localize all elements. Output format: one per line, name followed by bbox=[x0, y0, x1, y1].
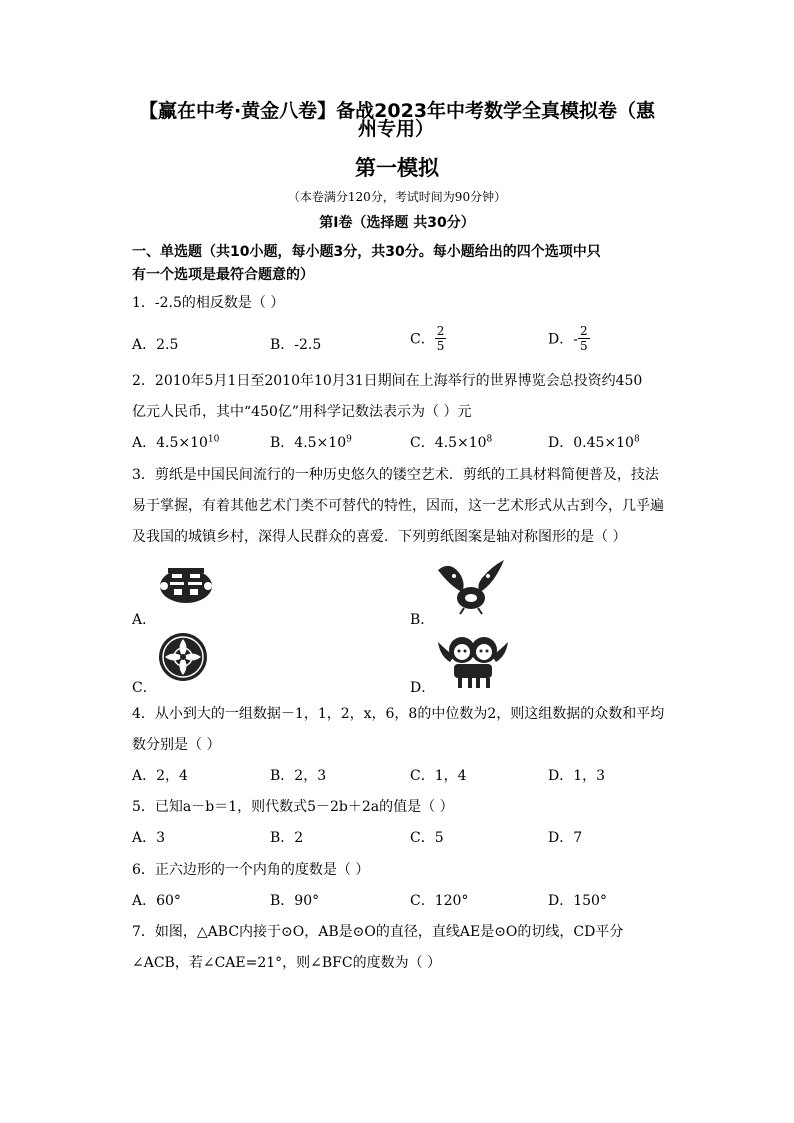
question-2-stem-line2: 亿元人民币，其中“450亿”用科学记数法表示为（ ）元 bbox=[132, 404, 472, 420]
q3-option-d: D． bbox=[410, 680, 436, 696]
question-3-stem-line1: 3．剪纸是中国民间流行的一种历史悠久的镂空艺术．剪纸的工具材料简便普及，技法 bbox=[132, 467, 659, 483]
q4-option-d: D．1，3 bbox=[548, 768, 606, 784]
q4-option-c: C．1，4 bbox=[410, 768, 467, 784]
exam-subtitle: 第一模拟 bbox=[355, 156, 439, 180]
q2-option-d-exponent: 8 bbox=[633, 434, 640, 445]
q4-option-b: B．2，3 bbox=[270, 768, 327, 784]
q4-option-a: A．2，4 bbox=[132, 768, 188, 784]
q2-option-d bbox=[548, 432, 640, 452]
question-3-stem-line2: 易于掌握，有着其他艺术门类不可替代的特性，因而，这一艺术形式从古到今，几乎遍 bbox=[132, 498, 664, 514]
question-6-stem: 6．正六边形的一个内角的度数是（ ） bbox=[132, 862, 370, 878]
q1-option-d bbox=[548, 324, 590, 353]
papercut-double-happiness-image bbox=[158, 562, 214, 606]
question-2-stem-line1: 2．2010年5月1日至2010年10月31日期间在上海举行的世界博览会总投资约450 bbox=[132, 373, 643, 389]
question-7-stem-line2: ∠ACB，若∠CAE=21°，则∠BFC的度数为（ ） bbox=[132, 955, 442, 971]
q6-option-b: B．90° bbox=[270, 893, 320, 909]
exam-title-line2-text: 州专用） bbox=[358, 118, 435, 140]
instructions-line2: 有一个选项是最符合题意的） bbox=[132, 267, 314, 283]
q3-option-a: A． bbox=[132, 612, 157, 628]
exam-note: （本卷满分120分，考试时间为90分钟） bbox=[287, 190, 507, 204]
q6-option-d: D．150° bbox=[548, 893, 607, 909]
q2-option-b bbox=[270, 432, 352, 452]
q6-option-c: C．120° bbox=[410, 893, 469, 909]
q1-option-c-fraction bbox=[435, 324, 447, 353]
instructions-line1: 一、单选题（共10小题，每小题3分，共30分。每小题给出的四个选项中只 bbox=[132, 244, 601, 260]
q3-option-b: B． bbox=[410, 612, 435, 628]
papercut-round-medallion-image bbox=[158, 632, 208, 682]
q5-option-b: B．2 bbox=[270, 830, 304, 846]
q1-option-c-denominator: 5 bbox=[436, 339, 445, 353]
question-3-stem-line3: 及我国的城镇乡村，深得人民群众的喜爱．下列剪纸图案是轴对称图形的是（ ） bbox=[132, 529, 627, 545]
question-4-stem-line1: 4．从小到大的一组数据－1，1，2，x，6，8的中位数为2，则这组数据的众数和平均 bbox=[132, 706, 665, 722]
q1-option-d-numerator: 2 bbox=[579, 324, 588, 338]
q1-option-a: A．2.5 bbox=[132, 337, 179, 353]
q5-option-d: D．7 bbox=[548, 830, 583, 846]
q1-option-d-label: D．- bbox=[548, 331, 578, 348]
question-4-stem-line2: 数分别是（ ） bbox=[132, 737, 221, 753]
q2-option-a bbox=[132, 432, 219, 452]
section-heading: 第Ⅰ卷（选择题 共30分） bbox=[319, 215, 475, 231]
q1-option-b: B．-2.5 bbox=[270, 337, 322, 353]
q2-option-c-exponent: 8 bbox=[486, 434, 493, 445]
q1-option-d-denominator: 5 bbox=[579, 339, 588, 353]
q2-option-a-exponent: 10 bbox=[207, 434, 220, 445]
papercut-two-children-image bbox=[436, 626, 510, 690]
q2-option-c-base: C．4.5×10 bbox=[410, 435, 487, 451]
q2-option-b-base: B．4.5×10 bbox=[270, 435, 347, 451]
q5-option-a: A．3 bbox=[132, 830, 166, 846]
q1-option-d-fraction bbox=[578, 324, 590, 353]
q2-option-c bbox=[410, 432, 492, 452]
q5-option-c: C．5 bbox=[410, 830, 444, 846]
q1-option-c bbox=[410, 324, 446, 353]
question-5-stem: 5．已知a－b＝1，则代数式5－2b＋2a的值是（ ） bbox=[132, 799, 454, 815]
q2-option-b-exponent: 9 bbox=[346, 434, 352, 445]
papercut-birds-flower-image bbox=[436, 556, 506, 616]
q1-option-c-label: C． bbox=[410, 331, 435, 348]
q6-option-a: A．60° bbox=[132, 893, 181, 909]
q1-option-c-numerator: 2 bbox=[436, 324, 445, 338]
q3-option-c: C． bbox=[132, 680, 157, 696]
q2-option-d-base: D．0.45×10 bbox=[548, 435, 634, 451]
question-7-stem-line1: 7．如图，△ABC内接于⊙O，AB是⊙O的直径，直线AE是⊙O的切线，CD平分 bbox=[132, 924, 624, 940]
q2-option-a-base: A．4.5×10 bbox=[132, 435, 208, 451]
exam-title-line1: 【赢在中考·黄金八卷】备战2023年中考数学全真模拟卷（惠 bbox=[138, 100, 656, 122]
question-1-stem: 1．-2.5的相反数是（ ） bbox=[132, 295, 285, 311]
